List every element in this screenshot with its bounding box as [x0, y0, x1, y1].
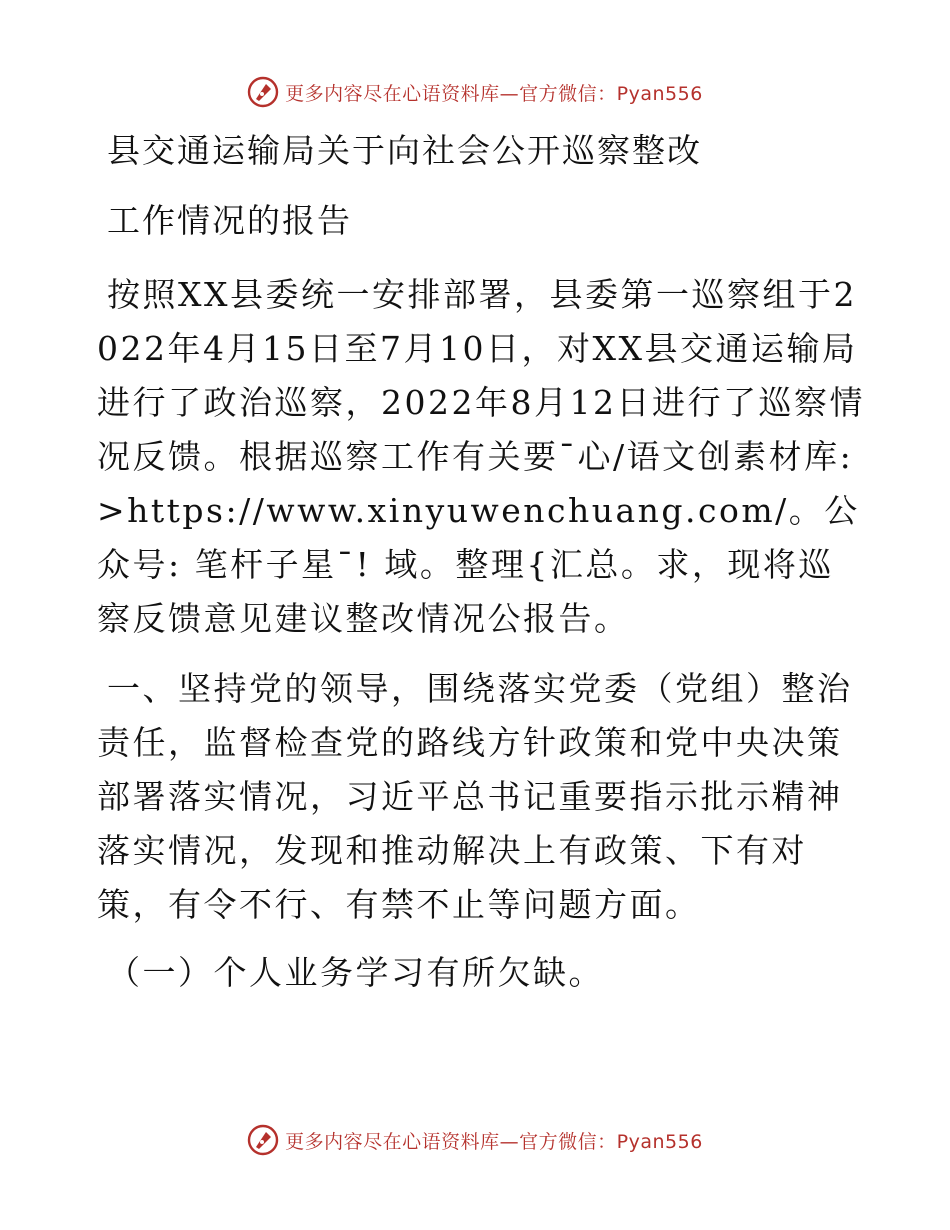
pen-nib-logo-icon: [247, 1124, 279, 1156]
watermark-text: 更多内容尽在心语资料库—官方微信：Pyan556: [285, 82, 703, 105]
header-watermark: [0, 76, 950, 108]
pen-nib-logo-icon: [247, 76, 279, 108]
footer-watermark: [0, 1124, 950, 1156]
paragraph-intro: 按照XX县委统一安排部署，县委第一巡察组于2022年4月15日至7月10日，对XX县交通运输局进行了政治巡察，2022年8月12日进行了巡察情况反馈。根据巡察工作有关要¯心/语文创素材库:>https://www.xinyuwenchuang.com/。公众号: 笔杆子星¯! 域。整理{汇总。求，现将巡察反馈意见建议整改情况公报告。: [97, 275, 865, 638]
document-body: [97, 122, 867, 1000]
paragraph-subsection-one: （一）个人业务学习有所欠缺。: [107, 953, 604, 992]
watermark-text: 更多内容尽在心语资料库—官方微信：Pyan556: [285, 1130, 703, 1153]
document-title-line2: 工作情况的报告: [107, 201, 352, 240]
document-title-line1: 县交通运输局关于向社会公开巡察整改: [107, 131, 702, 170]
paragraph-section-one: 一、坚持党的领导，围绕落实党委（党组）整治责任，监督检查党的路线方针政策和党中央决策部署落实情况，习近平总书记重要指示批示精神落实情况，发现和推动解决上有政策、下有对策，有令不行、有禁不止等问题方面。: [97, 669, 853, 924]
